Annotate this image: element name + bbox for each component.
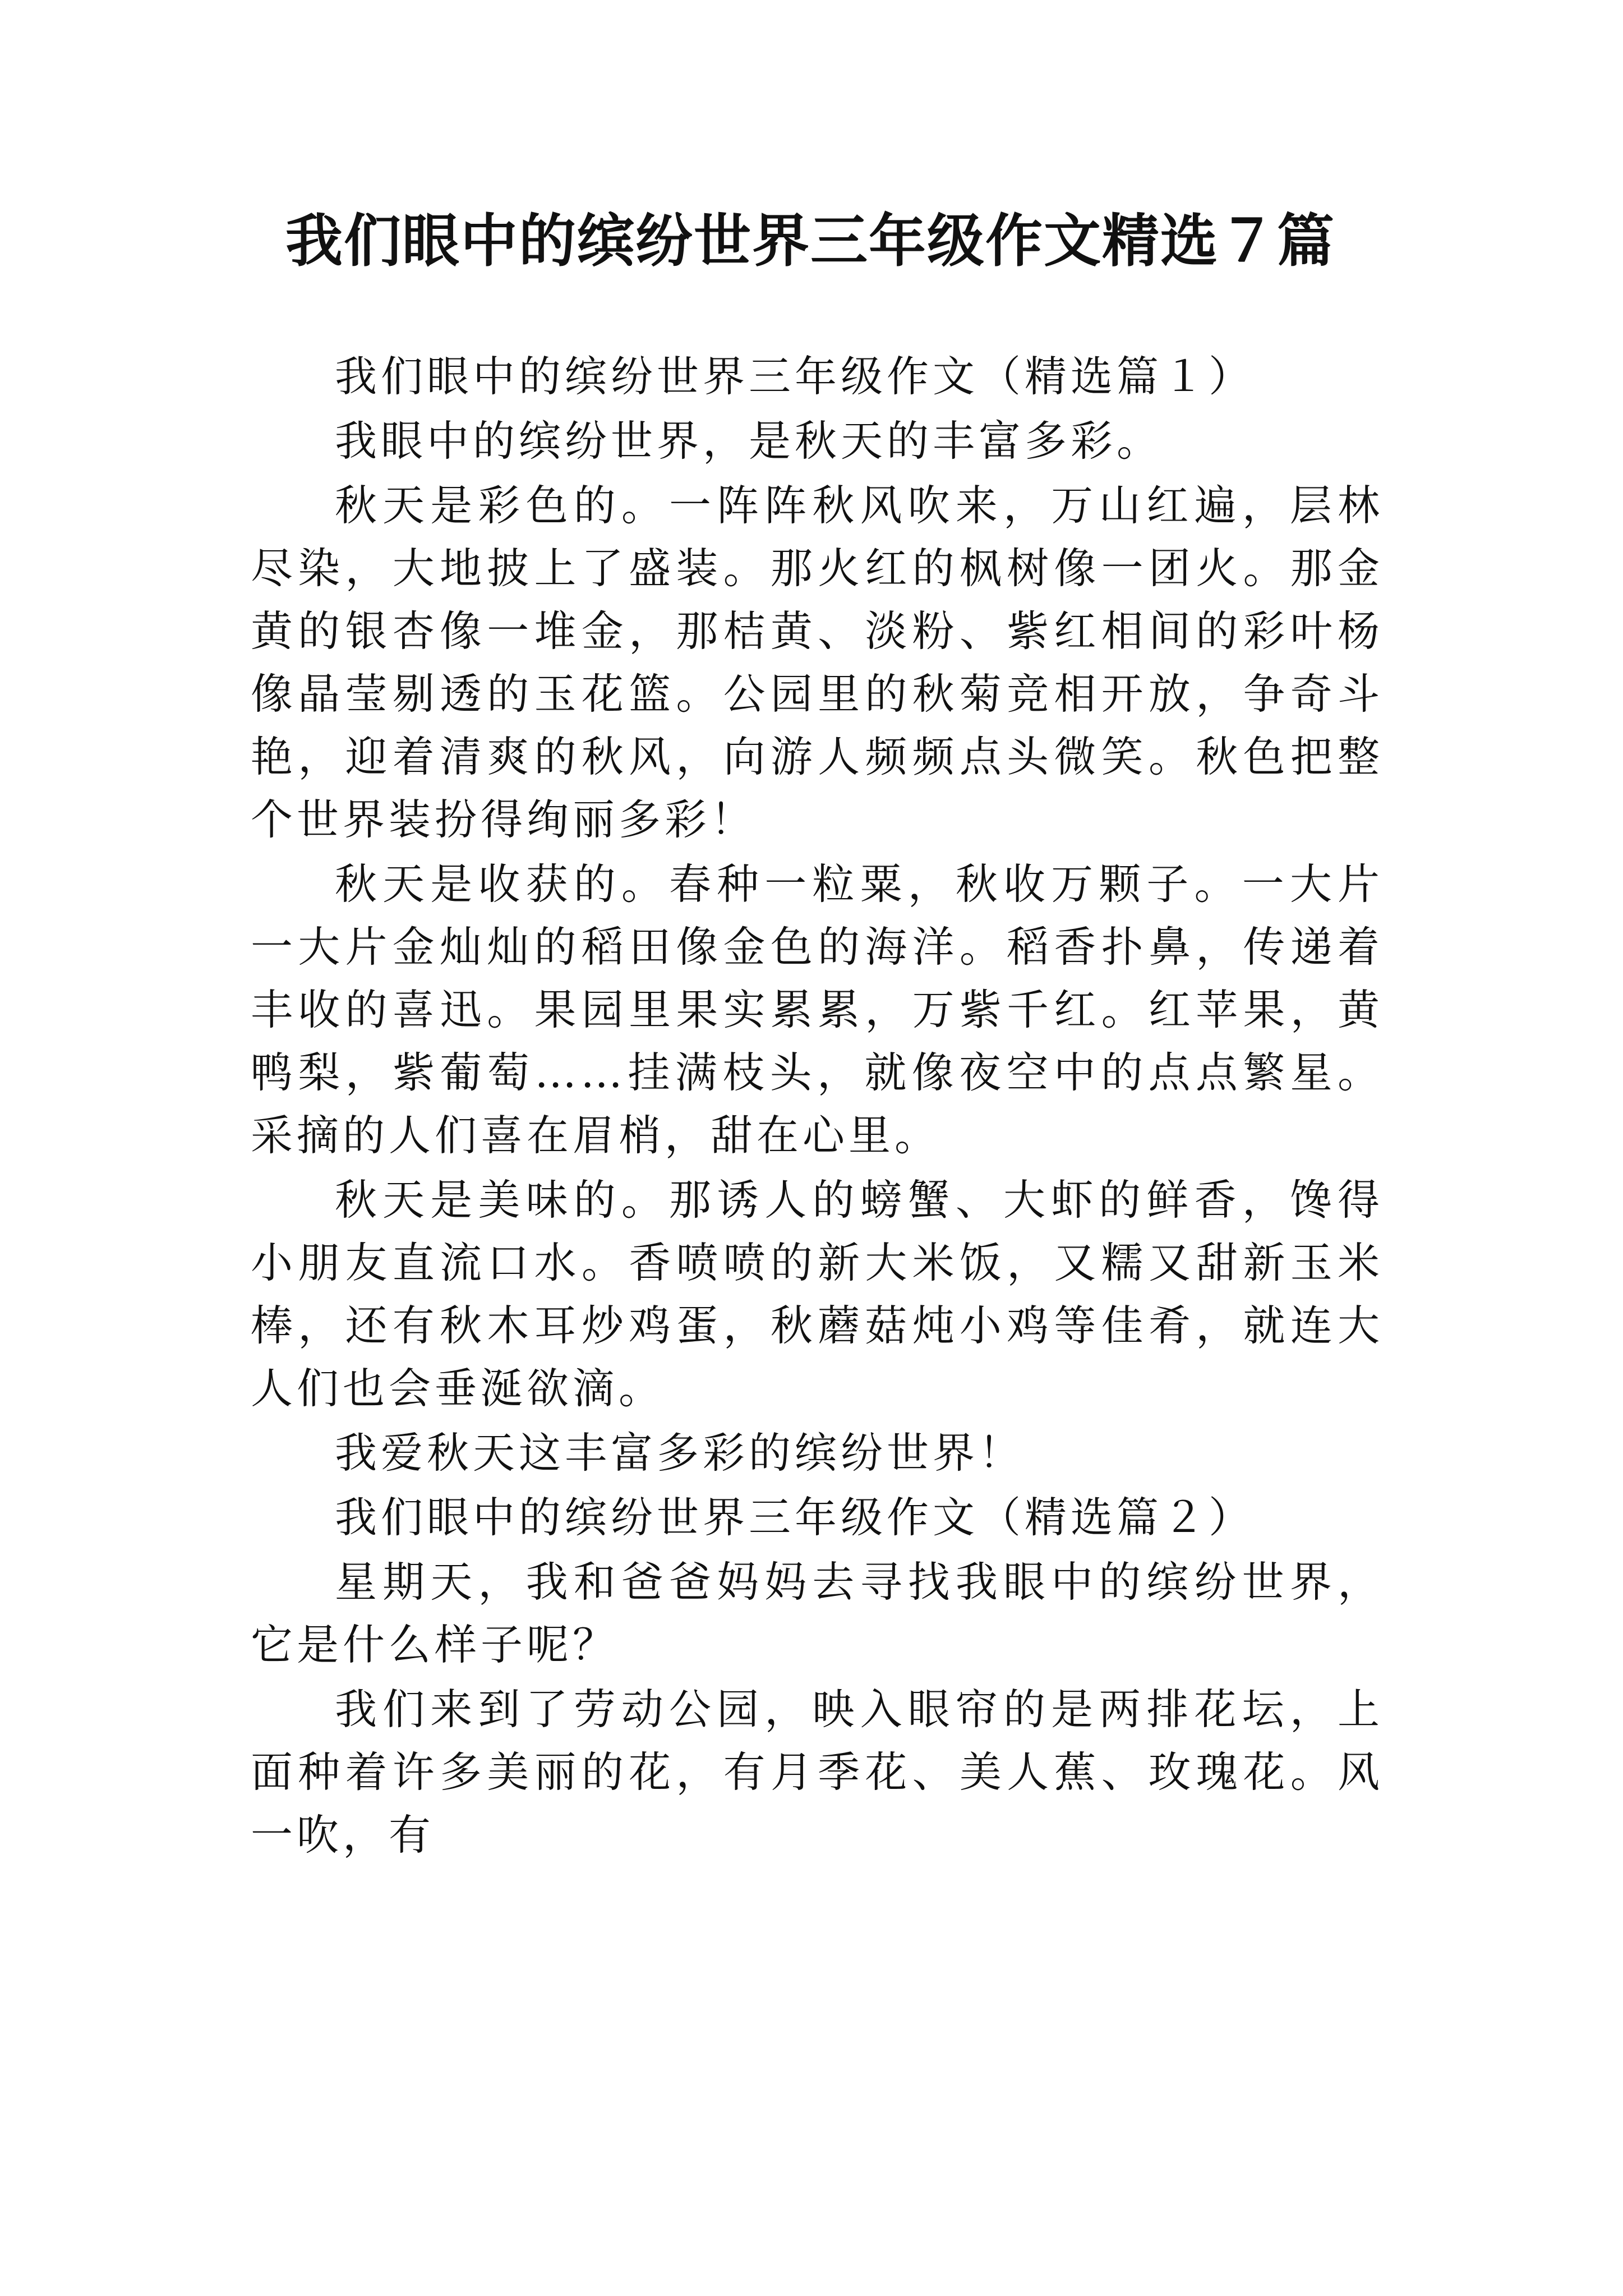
section-heading-1: 我们眼中的缤纷世界三年级作文（精选篇１） [335, 352, 1255, 401]
paragraph: 秋天是美味的。那诱人的螃蟹、大虾的鲜香，馋得小朋友直流口水。香喷喷的新大米饭，又糯又甜新玉米棒，还有秋木耳炒鸡蛋，秋蘑菇炖小鸡等佳肴，就连大人们也会垂涎欲滴。 [251, 1175, 1384, 1413]
paragraph: 秋天是彩色的。一阵阵秋风吹来，万山红遍，层林尽染，大地披上了盛装。那火红的枫树像一团火。那金黄的银杏像一堆金，那桔黄、淡粉、紫红相间的彩叶杨像晶莹剔透的玉花篮。公园里的秋菊竞相开放，争奇斗艳，迎着清爽的秋风，向游人频频点头微笑。秋色把整个世界装扮得绚丽多彩！ [251, 481, 1384, 844]
paragraph: 星期天，我和爸爸妈妈去寻找我眼中的缤纷世界，它是什么样子呢？ [251, 1557, 1384, 1669]
section-heading-2: 我们眼中的缤纷世界三年级作文（精选篇２） [335, 1493, 1255, 1542]
document-body [251, 343, 1384, 1866]
paragraph: 秋天是收获的。春种一粒粟，秋收万颗子。一大片一大片金灿灿的稻田像金色的海洋。稻香扑鼻，传递着丰收的喜迅。果园里果实累累，万紫千红。红苹果，黄鸭梨，紫葡萄……挂满枝头，就像夜空中的点点繁星。采摘的人们喜在眉梢，甜在心里。 [251, 859, 1384, 1160]
paragraph: 我眼中的缤纷世界，是秋天的丰富多彩。 [335, 416, 1163, 466]
document-title: 我们眼中的缤纷世界三年级作文精选７篇 [285, 208, 1335, 275]
paragraph: 我们来到了劳动公园，映入眼帘的是两排花坛，上面种着许多美丽的花，有月季花、美人蕉、玫瑰花。风一吹，有 [251, 1685, 1384, 1860]
paragraph: 我爱秋天这丰富多彩的缤纷世界！ [335, 1428, 1025, 1478]
